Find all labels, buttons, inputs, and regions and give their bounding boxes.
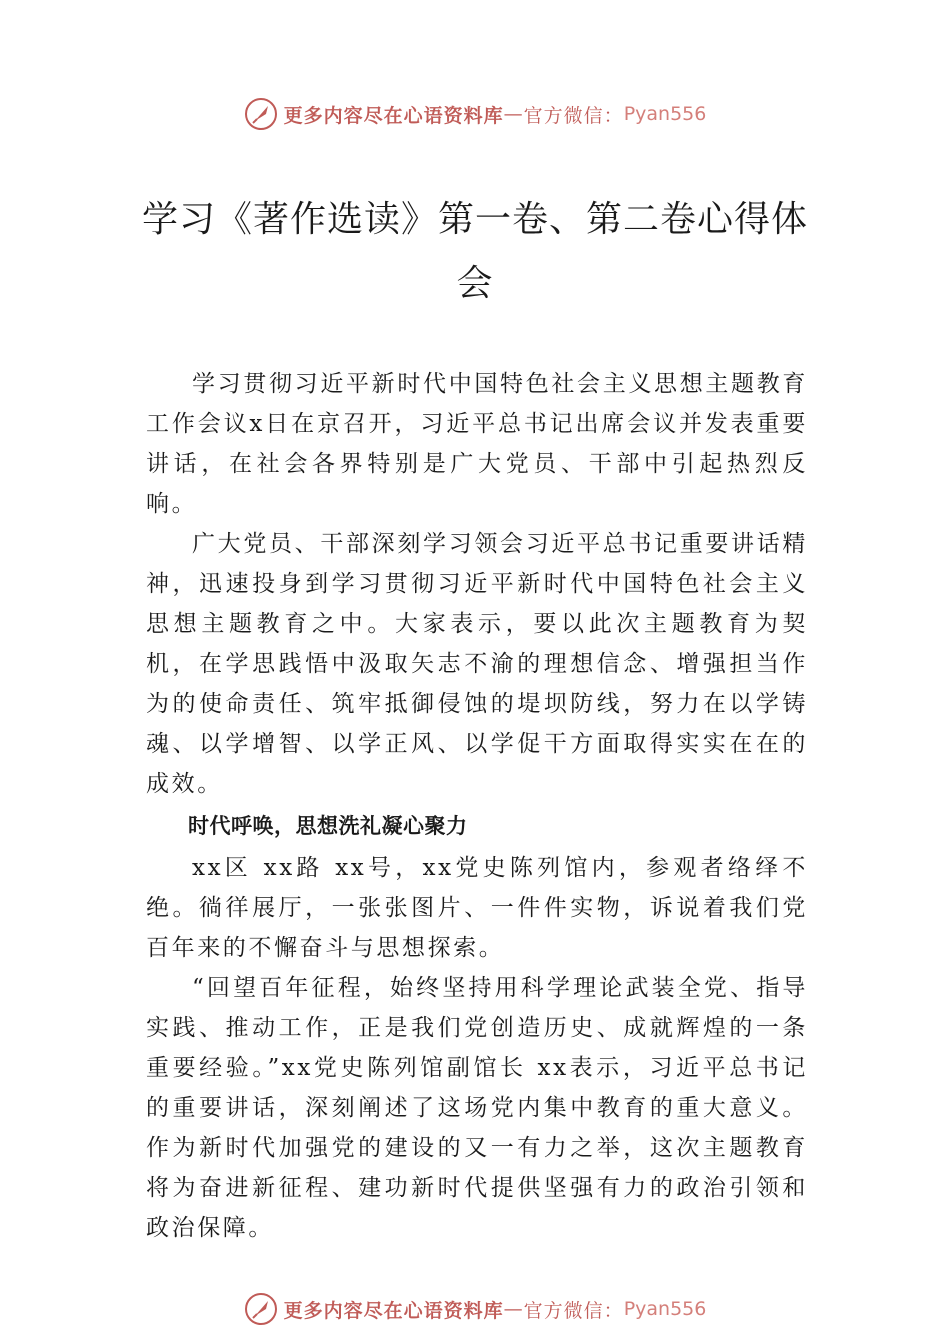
banner-sub-text: 官方微信： xyxy=(523,1299,624,1322)
paragraph: 学习贯彻习近平新时代中国特色社会主义思想主题教育工作会议x日在京召开，习近平总书记出席会议并发表重要讲话，在社会各界特别是广大党员、干部中引起热烈反响。 xyxy=(146,371,808,517)
banner-main-text: 更多内容尽在心语资料库 xyxy=(283,1299,504,1322)
paragraph: 广大党员、干部深刻学习领会习近平总书记重要讲话精神，迅速投身到学习贯彻习近平新时代中国特色社会主义思想主题教育之中。大家表示，要以此次主题教育为契机，在学思践悟中汲取矢志不渝的理想信念、增强担当作为的使命责任、筑牢抵御侵蚀的堤坝防线，努力在以学铸魂、以学增智、以学正风、以学促干方面取得实实在在的成效。 xyxy=(146,531,808,797)
quill-logo-icon xyxy=(244,97,278,131)
banner-dash: — xyxy=(503,103,524,125)
banner-dash: — xyxy=(503,1298,524,1320)
document-title: 学习《著作选读》第一卷、第二卷心得体会 xyxy=(141,199,808,304)
banner-sub-text: 官方微信： xyxy=(523,104,624,127)
paragraph: “回望百年征程，始终坚持用科学理论武装全党、指导实践、推动工作，正是我们党创造历史、成就辉煌的一条重要经验。”xx党史陈列馆副馆长 xx表示，习近平总书记的重要讲话，深刻阐述了这场党内集中教育的重大意义。作为新时代加强党的建设的又一有力之举，这次主题教育将为奋进新征程、建功新时代提供坚强有力的政治引领和政治保障。 xyxy=(146,975,808,1241)
banner-main-text: 更多内容尽在心语资料库 xyxy=(283,104,504,127)
banner-account: Pyan556 xyxy=(623,103,707,125)
document-body xyxy=(146,364,808,1248)
footer-banner xyxy=(0,1289,950,1329)
section-heading: 时代呼唤，思想洗礼凝心聚力 xyxy=(188,814,468,838)
banner-account: Pyan556 xyxy=(623,1298,707,1320)
header-banner xyxy=(0,94,950,134)
quill-logo-icon xyxy=(244,1292,278,1326)
paragraph: xx区 xx路 xx号，xx党史陈列馆内，参观者络绎不绝。徜徉展厅，一张张图片、一件件实物，诉说着我们党百年来的不懈奋斗与思想探索。 xyxy=(146,855,808,961)
